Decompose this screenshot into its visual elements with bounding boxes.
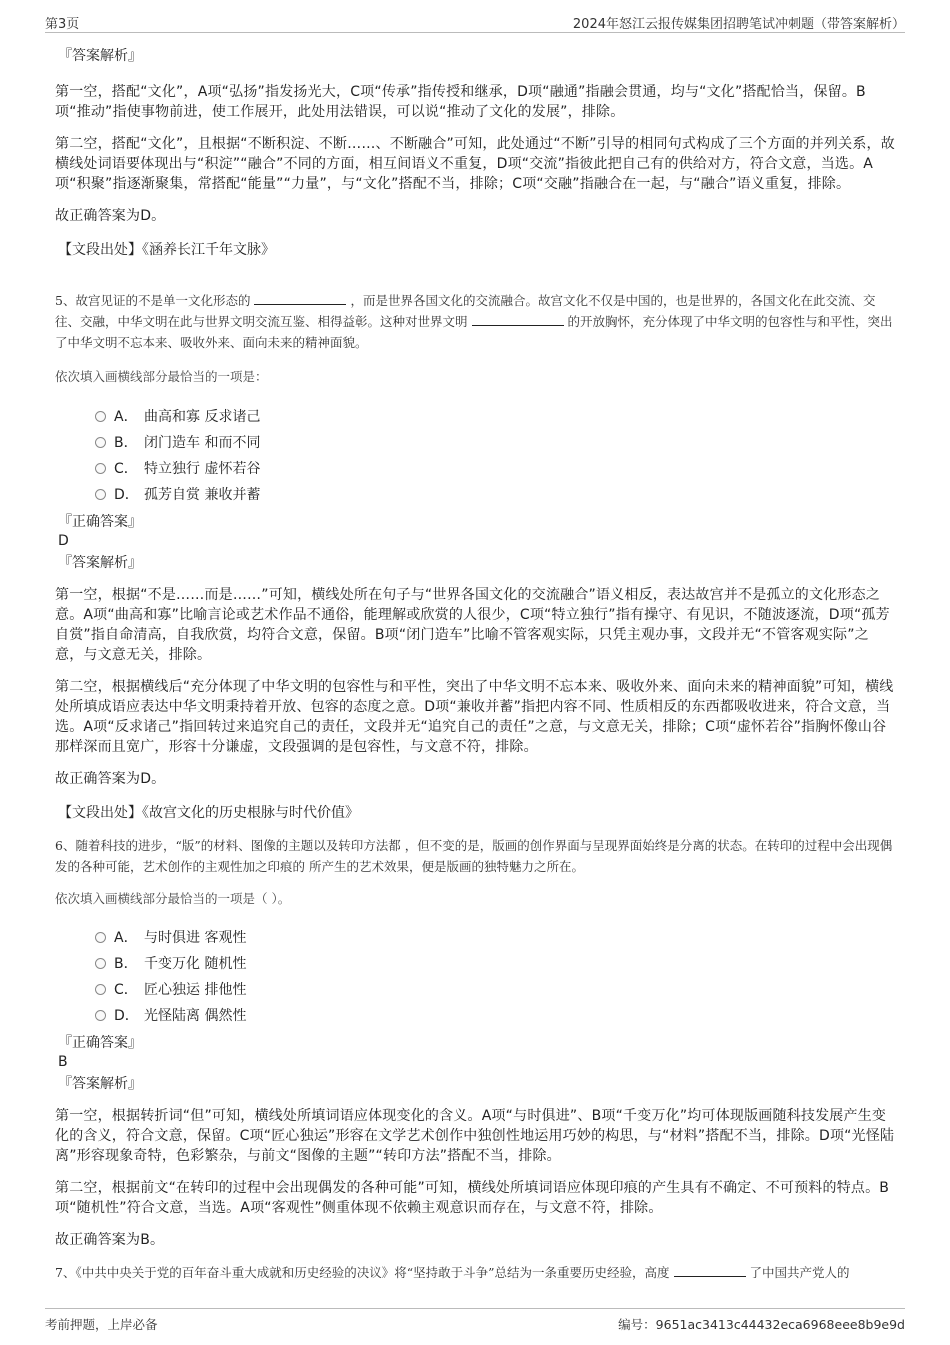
- document-code: 编号：9651ac3413c44432eca6968eee8b9e9d: [618, 1317, 905, 1332]
- option-text: 特立独行 虚怀若谷: [144, 461, 261, 477]
- q5-options: [95, 404, 897, 508]
- option-letter: C．: [114, 461, 138, 477]
- q7-section: [55, 1262, 897, 1283]
- q6-options: [95, 925, 897, 1029]
- q5-text-part1: 5、故宫见证的不是单一文化形态的: [55, 293, 251, 308]
- q6-answer: B: [58, 1054, 68, 1070]
- option-letter: C．: [114, 982, 138, 998]
- page-footer: [45, 1308, 905, 1331]
- q6-option-b[interactable]: [95, 951, 897, 977]
- option-text: 千变万化 随机性: [144, 956, 247, 972]
- q5-section: [55, 290, 897, 823]
- radio-icon[interactable]: [95, 463, 106, 474]
- option-text: 闭门造车 和而不同: [144, 435, 261, 451]
- q5-option-c[interactable]: [95, 456, 897, 482]
- page-header: [45, 10, 905, 33]
- q5-blank-1: [254, 291, 346, 305]
- q6-option-a[interactable]: [95, 925, 897, 951]
- q5-answer-label: 『正确答案』: [58, 514, 142, 530]
- q5-option-a[interactable]: [95, 404, 897, 430]
- option-text: 曲高和寡 反求诸己: [144, 409, 261, 425]
- page-number: 第3页: [45, 17, 80, 32]
- q5-text-part2: ，而是世界各国文化的交流融合。故宫文化不仅是中国的，也是世界的，各国文化在此交流、交往、交融，中华文明在此与世界文明交流互鉴、相得益彰。这种对世界文明: [55, 293, 876, 329]
- option-text: 光怪陆离 偶然性: [144, 1008, 247, 1024]
- radio-icon[interactable]: [95, 984, 106, 995]
- option-letter: A．: [114, 409, 138, 425]
- footer-slogan: 考前押题，上岸必备: [45, 1317, 158, 1332]
- q6-option-d[interactable]: [95, 1003, 897, 1029]
- q6-option-c[interactable]: [95, 977, 897, 1003]
- q7-text-part1: 7、《中共中央关于党的百年奋斗重大成就和历史经验的决议》将“坚持敢于斗争”总结为一条重要历史经验，高度: [55, 1265, 670, 1280]
- q6-explain-label: 『答案解析』: [58, 1076, 142, 1092]
- q6-answer-label: 『正确答案』: [58, 1035, 142, 1051]
- q7-text: [55, 1262, 897, 1283]
- q6-text: 6、随着科技的进步，“版”的材料、图像的主题以及转印方法都 ，但不变的是，版画的创作界面与呈现界面始终是分离的状态。在转印的过程中会出现偶发的各种可能，艺术创作的主观性加之印痕的 所产生的艺术效果，便是版画的独特魅力之所在。: [55, 838, 893, 874]
- q6-explain-p2: 第二空，根据前文“在转印的过程中会出现偶发的各种可能”可知，横线处所填词语应体现印痕的产生具有不确定、不可预料的特点。B项“随机性”符合文意，当选。A项“客观性”侧重体现不依赖主观意识而存在，与文意不符，排除。: [55, 1180, 890, 1216]
- document-title: 2024年怒江云报传媒集团招聘笔试冲刺题（带答案解析）: [572, 17, 905, 32]
- q4-explain-p2: 第二空，搭配“文化”，且根据“不断积淀、不断……、不断融合”可知，此处通过“不断”引导的相同句式构成了三个方面的并列关系，故横线处词语要体现出与“积淀”“融合”不同的方面，相互间语义不重复，D项“交流”指彼此把自己有的供给对方，符合文意，当选。A项“积聚”指逐渐聚集，常搭配“能量”“力量”，与“文化”搭配不当，排除；C项“交融”指融合在一起，与“融合”语义重复，排除。: [55, 136, 895, 192]
- radio-icon[interactable]: [95, 489, 106, 500]
- q4-source: 【文段出处】《涵养长江千年文脉》: [58, 242, 275, 258]
- q5-explain-label: 『答案解析』: [58, 555, 142, 571]
- q6-prompt: 依次填入画横线部分最恰当的一项是（ ）。: [55, 891, 291, 906]
- radio-icon[interactable]: [95, 411, 106, 422]
- q7-text-part2: 了中国共产党人的: [749, 1265, 850, 1280]
- radio-icon[interactable]: [95, 932, 106, 943]
- q6-explain-p1: 第一空，根据转折词“但”可知，横线处所填词语应体现变化的含义。A项“与时俱进”、B项“千变万化”均可体现版画随科技发展产生变化的含义，符合文意，保留。C项“匠心独运”形容在文学艺术创作中独创性地运用巧妙的构思，与“材料”搭配不当，排除。D项“光怪陆离”形容现象奇特，色彩繁杂，与前文“图像的主题”“转印方法”搭配不当，排除。: [55, 1108, 895, 1164]
- document-body: [55, 42, 897, 1283]
- q7-blank-1: [674, 1263, 746, 1277]
- option-letter: B．: [114, 435, 138, 451]
- q5-explain-p2: 第二空，根据横线后“充分体现了中华文明的包容性与和平性，突出了中华文明不忘本来、吸收外来、面向未来的精神面貌”可知，横线处所填成语应表达中华文明秉持着开放、包容的态度之意。D项“兼收并蓄”指把内容不同、性质相反的东西都吸收进来，符合文意，当选。A项“反求诸己”指回转过来追究自己的责任，文段并无“追究自己的责任”之意，与文意无关，排除；C项“虚怀若谷”指胸怀像山谷那样深而且宽广，形容十分谦虚，文段强调的是包容性，与文意不符，排除。: [55, 679, 894, 755]
- q5-source: 【文段出处】《故宫文化的历史根脉与时代价值》: [58, 805, 359, 821]
- q5-answer: D: [58, 533, 69, 549]
- q4-explain-label: 『答案解析』: [58, 48, 142, 64]
- option-letter: D．: [114, 1008, 139, 1024]
- q5-blank-2: [472, 312, 564, 326]
- q4-section: [55, 46, 897, 260]
- q4-conclusion: 故正确答案为D。: [55, 208, 166, 224]
- radio-icon[interactable]: [95, 1010, 106, 1021]
- option-text: 与时俱进 客观性: [144, 930, 247, 946]
- option-text: 匠心独运 排他性: [144, 982, 247, 998]
- option-letter: B．: [114, 956, 138, 972]
- radio-icon[interactable]: [95, 437, 106, 448]
- q5-text: [55, 290, 897, 353]
- q5-explain-p1: 第一空，根据“不是……而是……”可知，横线处所在句子与“世界各国文化的交流融合”语义相反，表达故宫并不是孤立的文化形态之意。A项“曲高和寡”比喻言论或艺术作品不通俗，能理解或欣赏的人很少，C项“特立独行”指有操守、有见识，不随波逐流，D项“孤芳自赏”指自命清高，自我欣赏，均符合文意，保留。B项“闭门造车”比喻不管客观实际，只凭主观办事，文段并无“不管客观实际”之意，与文意无关，排除。: [55, 587, 890, 663]
- q5-conclusion: 故正确答案为D。: [55, 771, 166, 787]
- q6-conclusion: 故正确答案为B。: [55, 1232, 165, 1248]
- option-text: 孤芳自赏 兼收并蓄: [144, 487, 261, 503]
- option-letter: D．: [114, 487, 139, 503]
- q5-prompt: 依次填入画横线部分最恰当的一项是：: [55, 369, 268, 384]
- q6-section: [55, 835, 897, 1250]
- q5-option-b[interactable]: [95, 430, 897, 456]
- option-letter: A．: [114, 930, 138, 946]
- q5-text-part3: 的开放胸怀，充分体现了中华文明的包容性与和平性，突出了中华文明不忘本来、吸收外来、面向未来的精神面貌。: [55, 314, 893, 350]
- q5-option-d[interactable]: [95, 482, 897, 508]
- radio-icon[interactable]: [95, 958, 106, 969]
- q4-explain-p1: 第一空，搭配“文化”，A项“弘扬”指发扬光大，C项“传承”指传授和继承，D项“融通”指融会贯通，均与“文化”搭配恰当，保留。B项“推动”指使事物前进，使工作展开，此处用法错误，可以说“推动了文化的发展”，排除。: [55, 84, 866, 120]
